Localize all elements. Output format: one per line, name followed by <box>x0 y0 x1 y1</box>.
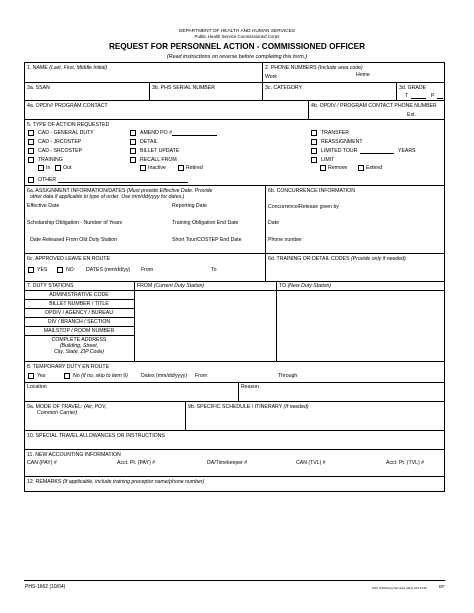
concurrence-phone-label: Phone number <box>268 237 303 243</box>
ssan-label: 3a. SSAN <box>27 85 50 91</box>
service-name: Public Health Service Commissioned Corps <box>194 34 280 39</box>
training-out-label: Out <box>63 165 72 171</box>
retired-label: Retired <box>186 165 203 171</box>
billet-update-label: BILLET UPDATE <box>140 148 180 154</box>
leave-from-label: From <box>141 267 154 273</box>
duty-stations-label: 7. DUTY STATIONS <box>27 283 74 289</box>
leave-yes-label: YES <box>37 267 48 273</box>
concurrence-by-label: Concurrence/Release given by <box>268 204 339 210</box>
travel-mode-hint: Common Carrier) <box>37 410 78 416</box>
remove-label: Remove <box>328 165 348 171</box>
da-timekeeper-label: DA/Timekeeper # <box>207 460 248 466</box>
form-number: PHS-1662 (10/04) <box>25 584 66 590</box>
form-title: REQUEST FOR PERSONNEL ACTION - COMMISSIONED OFFICER <box>108 42 366 51</box>
address-hint-2: City, State, ZIP Code) <box>54 349 104 355</box>
inactive-checkbox[interactable] <box>140 165 146 171</box>
recall-checkbox[interactable] <box>130 157 136 163</box>
limit-label: LIMIT <box>321 157 335 163</box>
tdy-no-label: No (if no, skip to item 9) <box>73 373 128 379</box>
remove-checkbox[interactable] <box>320 165 326 171</box>
itinerary-label: 9b. SPECIFIC SCHEDULE / ITINERARY (If needed) <box>188 404 309 410</box>
tdy-location-label: Location <box>27 384 47 390</box>
mailstop-label: MAILSTOP / ROOM NUMBER <box>43 328 115 334</box>
extend-label: Extend <box>366 165 383 171</box>
to-station-label: TO (New Duty Station) <box>279 283 332 289</box>
recall-label: RECALL FROM <box>140 157 177 163</box>
assignment-hint: other data if applicable to type of order. Use mm/dd/yyyy for dates.) <box>30 194 185 200</box>
detail-checkbox[interactable] <box>130 139 136 145</box>
opdiv-agency-label: OPDIV / AGENCY / BUREAU <box>45 310 113 316</box>
training-codes-label: 6d. TRAINING OR DETAIL CODES (Provide only if needed) <box>268 256 406 262</box>
other-checkbox[interactable] <box>28 177 34 183</box>
contact-phone-label: 4b. OPDIV / PROGRAM CONTACT PHONE NUMBER <box>311 103 437 109</box>
training-in-label: In <box>46 165 51 171</box>
cad-general-label: CAD - GENERAL DUTY <box>38 130 94 136</box>
reassignment-checkbox[interactable] <box>311 139 317 145</box>
other-label: OTHER <box>38 177 57 183</box>
address-hint-1: (Building, Street, <box>59 343 99 349</box>
acct-pay-label: Acct. Pt. (PAY) # <box>117 460 156 466</box>
phs-serial-label: 3b. PHS SERIAL NUMBER <box>152 85 215 91</box>
concurrence-date-label: Date <box>268 220 279 226</box>
tdy-through-label: Through <box>278 373 298 379</box>
action-type-label: 5. TYPE OF ACTION REQUESTED <box>27 122 110 128</box>
leave-no-label: NO <box>66 267 74 273</box>
publisher-note: PSC Publishing Services (301) 443-6740 <box>372 586 427 590</box>
program-contact-label: 4a. OPDIV/ PROGRAM CONTACT <box>27 103 108 109</box>
address-label: COMPLETE ADDRESS <box>51 337 107 343</box>
amend-po-checkbox[interactable] <box>130 130 136 136</box>
department-name: DEPARTMENT OF HEALTH AND HUMAN SERVICES <box>178 29 296 34</box>
grade-p-label: P <box>431 93 435 99</box>
extend-checkbox[interactable] <box>358 165 364 171</box>
phone-label: 2. PHONE NUMBERS (Include area code) <box>265 65 363 71</box>
leave-label: 6c. APPROVED LEAVE EN ROUTE <box>27 256 110 262</box>
limited-tour-label: LIMITED TOUR <box>321 148 358 154</box>
amend-po-label: AMEND PO # <box>140 130 172 136</box>
transfer-label: TRANSFER <box>321 130 349 136</box>
effective-date-label: Effective Date <box>27 203 60 209</box>
home-phone-label: Home <box>356 72 370 78</box>
training-checkbox[interactable] <box>28 157 34 163</box>
tdy-yes-checkbox[interactable] <box>28 373 34 379</box>
reporting-date-label: Reporting Date <box>172 203 207 209</box>
name-label: 1. NAME (Last, First, Middle Initial) <box>27 65 108 71</box>
short-tour-label: Short Tour/COSTEP End Date <box>172 237 242 243</box>
tdy-yes-label: Yes <box>37 373 46 379</box>
cad-jrcostep-checkbox[interactable] <box>28 139 34 145</box>
training-end-label: Training Obligation End Date <box>172 220 239 226</box>
acct-tvl-label: Acct. Pt. (TVL) # <box>386 460 425 466</box>
transfer-checkbox[interactable] <box>311 130 317 136</box>
travel-mode-label: 9a. MODE OF TRAVEL: (Air, POV, <box>27 404 107 410</box>
reassignment-label: REASSIGNMENT <box>321 139 363 145</box>
tdy-from-label: From <box>195 373 208 379</box>
leave-no-checkbox[interactable] <box>57 267 63 273</box>
tdy-label: 8. TEMPORARY DUTY EN ROUTE <box>27 364 110 370</box>
tdy-no-checkbox[interactable] <box>64 373 70 379</box>
scholarship-label: Scholarship Obligation - Number of Years <box>27 220 123 226</box>
leave-yes-checkbox[interactable] <box>28 267 34 273</box>
travel-allowances-label: 10. SPECIAL TRAVEL ALLOWANCES OR INSTRUCTIONS <box>27 433 165 439</box>
released-date-label: Date Released From Old Duty Station <box>30 237 118 243</box>
years-label: YEARS <box>398 148 416 154</box>
can-tvl-label: CAN (TVL) # <box>296 460 326 466</box>
leave-dates-label: DATES (mm/dd/yy) <box>86 267 131 273</box>
from-station-label: FROM (Current Duty Station) <box>137 283 205 289</box>
accounting-label: 11. NEW ACCOUNTING INFORMATION <box>27 452 121 458</box>
limit-checkbox[interactable] <box>311 157 317 163</box>
cad-srcostep-checkbox[interactable] <box>28 148 34 154</box>
grade-t-label: T <box>405 93 409 99</box>
training-in-checkbox[interactable] <box>38 165 44 171</box>
cad-srcostep-label: CAD - SRCOSTEP <box>38 148 83 154</box>
cad-jrcostep-label: CAD - JRCOSTEP <box>38 139 82 145</box>
remarks-label: 12. REMARKS (If applicable, include training preceptor name/phone number) <box>27 479 205 485</box>
category-label: 3c. CATEGORY <box>265 85 302 91</box>
form-subtitle: (Read instructions on reverse before completing this form.) <box>166 54 308 60</box>
work-phone-label: Work <box>265 74 278 80</box>
tdy-dates-label: Dates (mm/dd/yyyy) <box>141 373 188 379</box>
inactive-label: Inactive <box>148 165 166 171</box>
admin-code-label: ADMINISTRATIVE CODE <box>49 292 109 298</box>
can-pay-label: CAN (PAY) # <box>27 460 57 466</box>
concurrence-label: 6b. CONCURRENCE INFORMATION <box>268 188 355 194</box>
tdy-reason-label: Reason <box>241 384 259 390</box>
billet-number-label: BILLET NUMBER / TITLE <box>49 301 109 307</box>
billet-update-checkbox[interactable] <box>130 148 136 154</box>
cad-general-checkbox[interactable] <box>28 130 34 136</box>
form-code: EF <box>439 584 445 589</box>
training-label: TRAINING <box>38 157 63 163</box>
grade-label: 3d. GRADE <box>399 85 427 91</box>
detail-label: DETAIL <box>140 139 158 145</box>
retired-checkbox[interactable] <box>178 165 184 171</box>
training-out-checkbox[interactable] <box>55 165 61 171</box>
div-branch-label: DIV / BRANCH / SECTION <box>47 319 111 325</box>
ext-label: Ext. <box>407 112 416 118</box>
leave-to-label: To <box>211 267 217 273</box>
limited-tour-checkbox[interactable] <box>311 148 317 154</box>
assignment-label: 6a. ASSIGNMENT INFORMATION/DATES (Must provide Effective Date. Provide <box>27 188 213 194</box>
